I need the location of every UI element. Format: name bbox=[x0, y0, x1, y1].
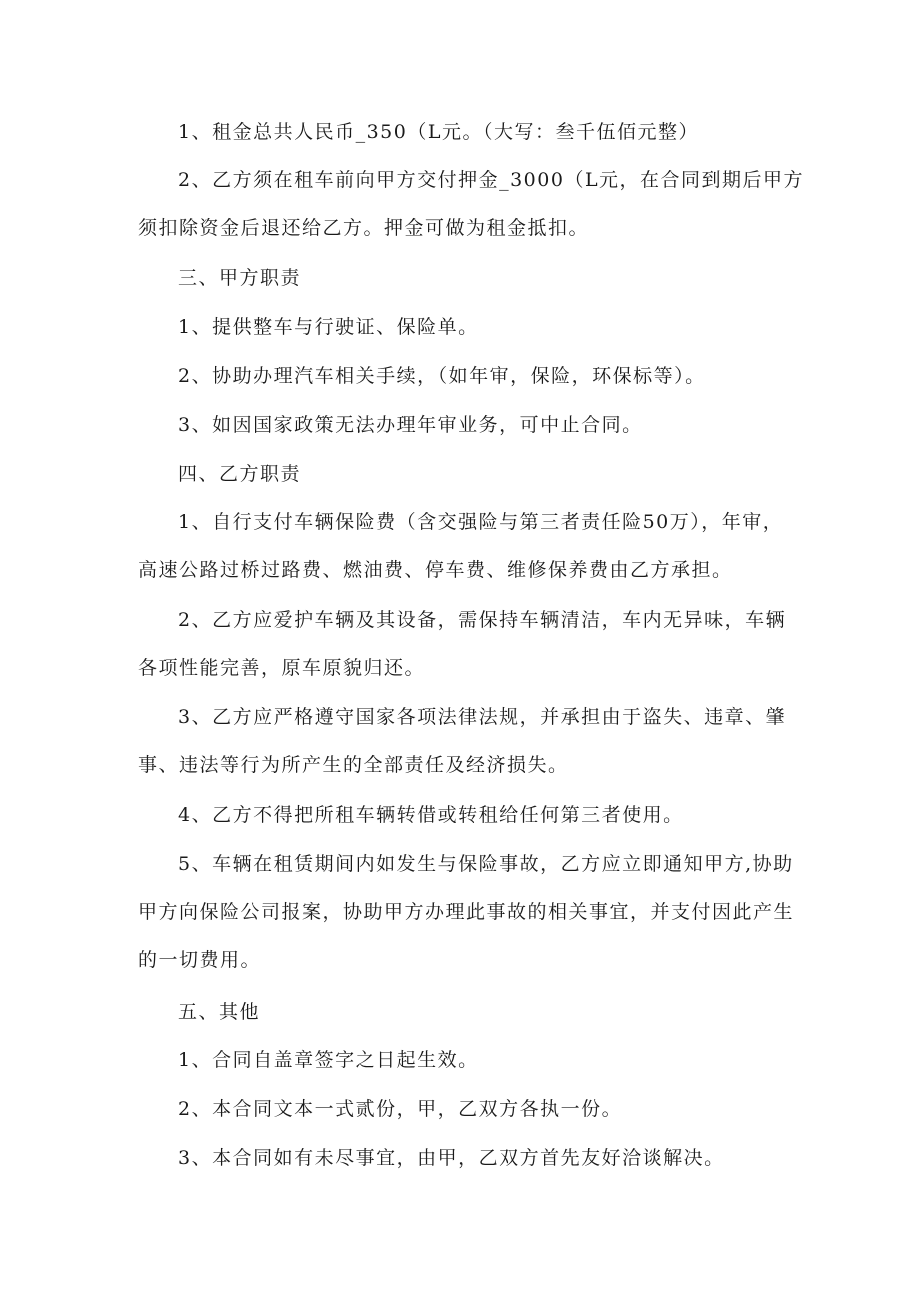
text-line: 2、乙方须在租车前向甲方交付押金_3000（L元，在合同到期后甲方 bbox=[178, 169, 805, 191]
clause-other-2 bbox=[138, 1085, 780, 1133]
section-heading-party-b-duties bbox=[138, 450, 780, 498]
text-line: 的一切费用。 bbox=[138, 949, 262, 971]
text-line: 各项性能完善，原车原貌归还。 bbox=[138, 657, 426, 679]
clause-a-3 bbox=[138, 401, 780, 449]
clause-b-4 bbox=[138, 791, 780, 839]
clause-deposit bbox=[138, 156, 805, 252]
text-line: 3、如因国家政策无法办理年审业务，可中止合同。 bbox=[178, 414, 643, 436]
section-heading-other bbox=[138, 988, 780, 1036]
text-line: 事、违法等行为所产生的全部责任及经济损失。 bbox=[138, 754, 569, 776]
clause-a-2 bbox=[138, 352, 780, 400]
text-line: 1、自行支付车辆保险费（含交强险与第三者责任险50万），年审， bbox=[178, 511, 784, 533]
clause-b-1 bbox=[138, 498, 784, 594]
text-line: 2、协助办理汽车相关手续，（如年审，保险，环保标等）。 bbox=[178, 365, 706, 387]
clause-rent-total bbox=[138, 108, 780, 156]
text-line: 4、乙方不得把所租车辆转借或转租给任何第三者使用。 bbox=[178, 804, 684, 826]
text-line: 甲方向保险公司报案，协助甲方办理此事故的相关事宜，并支付因此产生 bbox=[138, 901, 795, 923]
text-line: 四、乙方职责 bbox=[178, 463, 302, 485]
text-line: 3、本合同如有未尽事宜，由甲，乙双方首先友好洽谈解决。 bbox=[178, 1147, 725, 1169]
clause-b-3 bbox=[138, 693, 787, 789]
clause-a-1 bbox=[138, 303, 780, 351]
clause-other-1 bbox=[138, 1036, 780, 1084]
text-line: 1、提供整车与行驶证、保险单。 bbox=[178, 316, 479, 338]
text-line: 1、合同自盖章签字之日起生效。 bbox=[178, 1049, 479, 1071]
clause-b-5 bbox=[138, 840, 795, 984]
text-line: 三、甲方职责 bbox=[178, 267, 302, 289]
text-line: 3、乙方应严格遵守国家各项法律法规，并承担由于盗失、违章、肇 bbox=[178, 706, 787, 728]
text-line: 2、本合同文本一式贰份，甲，乙双方各执一份。 bbox=[178, 1098, 623, 1120]
text-line: 高速公路过桥过路费、燃油费、停车费、维修保养费由乙方承担。 bbox=[138, 559, 733, 581]
text-line: 五、其他 bbox=[178, 1001, 261, 1023]
text-line: 1、租金总共人民币_350（L元。（大写：叁千伍佰元整） bbox=[178, 121, 699, 143]
section-heading-party-a-duties bbox=[138, 254, 780, 302]
clause-other-3 bbox=[138, 1134, 780, 1182]
text-line: 2、乙方应爱护车辆及其设备，需保持车辆清洁，车内无异味，车辆 bbox=[178, 609, 787, 631]
text-line: 5、车辆在租赁期间内如发生与保险事故，乙方应立即通知甲方,协助 bbox=[178, 853, 794, 875]
text-line: 须扣除资金后退还给乙方。押金可做为租金抵扣。 bbox=[138, 217, 590, 239]
clause-b-2 bbox=[138, 596, 787, 692]
